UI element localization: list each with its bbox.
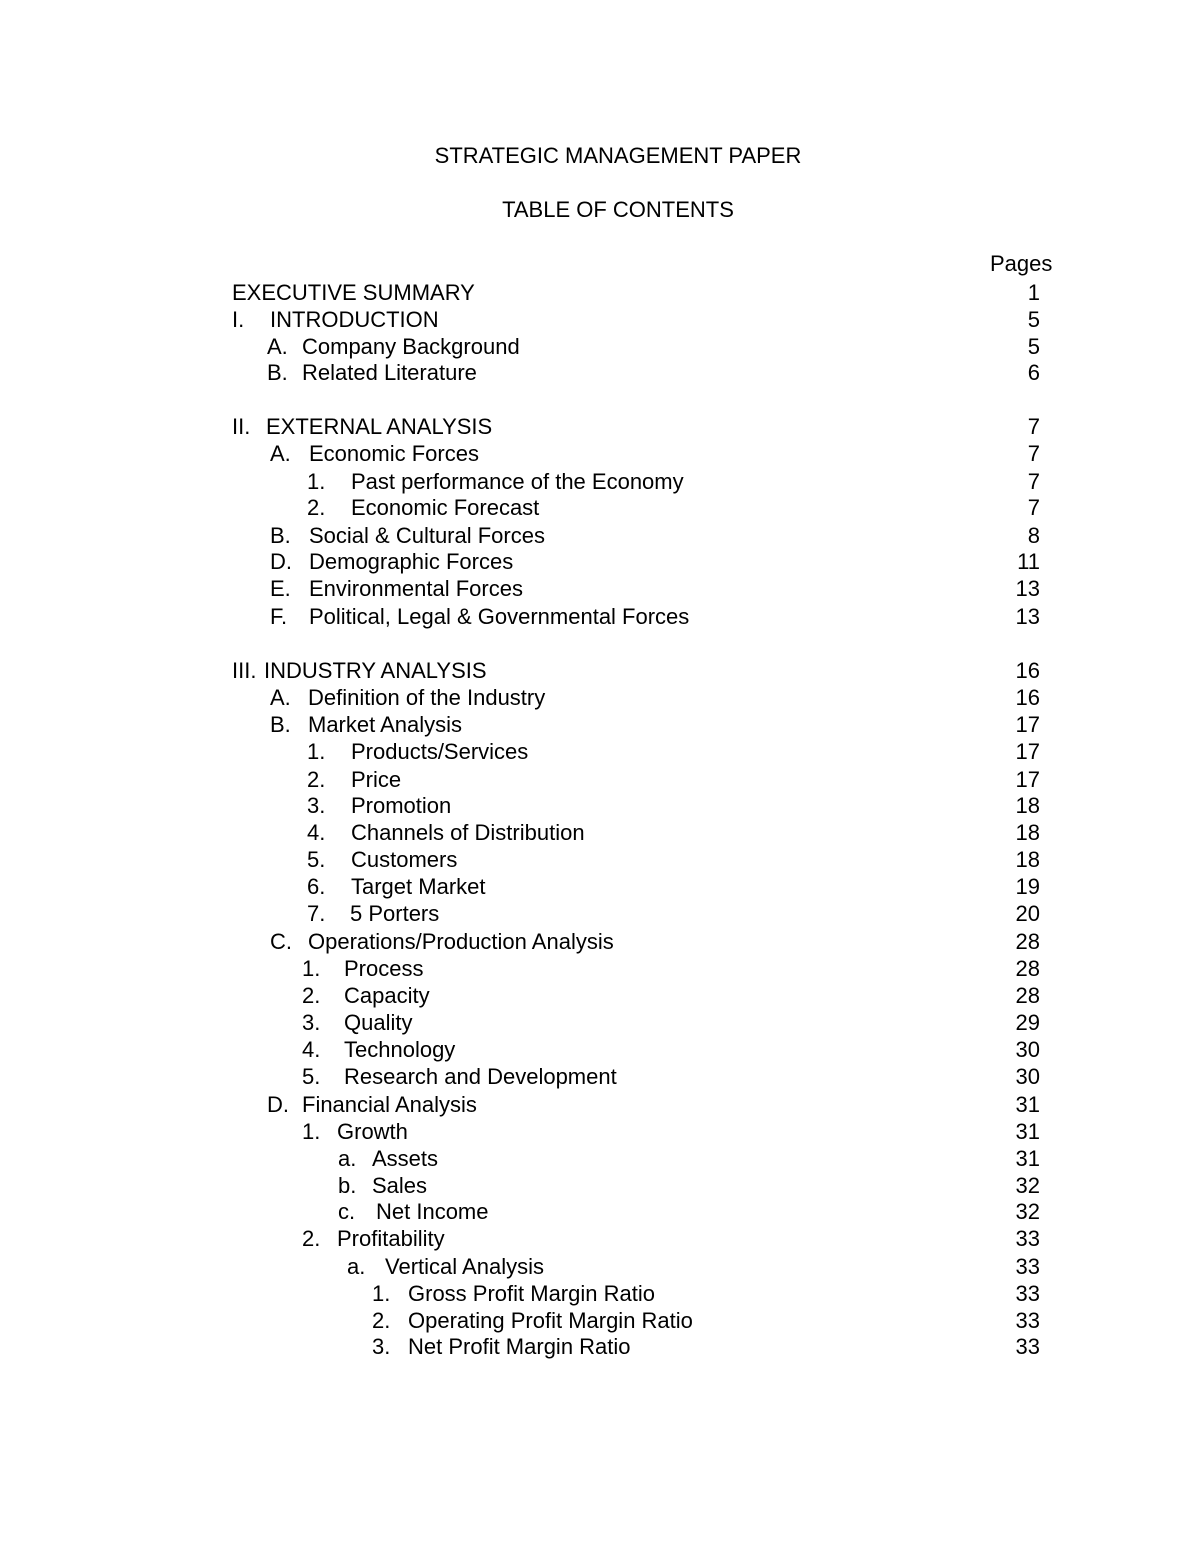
toc-entry-marker: c. <box>338 1199 356 1224</box>
toc-entry <box>0 982 1200 1009</box>
toc-entry-label: Net Profit Margin Ratio <box>408 1334 631 1359</box>
toc-entry-label: Growth <box>337 1119 408 1144</box>
toc-entry-page: 30 <box>1015 1037 1040 1062</box>
toc-entry-page: 20 <box>1015 901 1040 926</box>
toc-entry-label: Channels of Distribution <box>351 820 585 845</box>
toc-entry-marker: 1. <box>372 1281 391 1306</box>
toc-entry-marker: A. <box>267 334 288 359</box>
toc-entry-label: EXECUTIVE SUMMARY <box>232 280 475 305</box>
toc-entry <box>0 1145 1200 1172</box>
toc-entry <box>0 413 1200 440</box>
toc-entry-page: 16 <box>1015 658 1040 683</box>
toc-entry-page: 7 <box>1027 469 1040 494</box>
toc-entry-marker: b. <box>338 1173 357 1198</box>
toc-entry-label: INDUSTRY ANALYSIS <box>264 658 487 683</box>
toc-entry-page: 29 <box>1015 1010 1040 1035</box>
toc-entry <box>0 575 1200 602</box>
toc-entry-marker: III. <box>232 658 257 683</box>
toc-entry-label: EXTERNAL ANALYSIS <box>266 414 493 439</box>
toc-entry-marker: 3. <box>302 1010 321 1035</box>
toc-entry-label: Operations/Production Analysis <box>308 929 614 954</box>
toc-entry-page: 33 <box>1015 1281 1040 1306</box>
toc-entry-label: Assets <box>372 1146 439 1171</box>
toc-entry-label: Sales <box>372 1173 428 1198</box>
toc-entry-marker: 7. <box>307 901 326 926</box>
toc-entry-marker: 2. <box>372 1308 391 1333</box>
toc-entry-marker: a. <box>338 1146 357 1171</box>
toc-entry-page: 16 <box>1015 685 1040 710</box>
toc-entry <box>0 440 1200 467</box>
toc-entry-label: Financial Analysis <box>302 1092 477 1117</box>
toc-entry-marker: C. <box>270 929 292 954</box>
toc-entry-marker: II. <box>232 414 251 439</box>
toc-entry <box>0 955 1200 982</box>
toc-entry <box>0 657 1200 684</box>
toc-entry-label: Customers <box>351 847 458 872</box>
toc-entry-page: 13 <box>1015 576 1040 601</box>
toc-entry <box>0 738 1200 765</box>
toc-entry-page: 18 <box>1015 793 1040 818</box>
toc-entry-marker: B. <box>270 712 291 737</box>
toc-entry-page: 31 <box>1015 1119 1040 1144</box>
toc-entry-label: Environmental Forces <box>309 576 523 601</box>
toc-entry-page: 33 <box>1015 1226 1040 1251</box>
toc-entry-label: Demographic Forces <box>309 549 514 574</box>
toc-entry <box>0 1198 1200 1225</box>
toc-entry-marker: 6. <box>307 874 326 899</box>
toc-entry-page: 17 <box>1015 767 1040 792</box>
toc-entry-label: Quality <box>344 1010 413 1035</box>
toc-entry <box>0 684 1200 711</box>
toc-entry-marker: 1. <box>302 1119 321 1144</box>
toc-entry-label: Promotion <box>351 793 452 818</box>
toc-entry-page: 31 <box>1015 1092 1040 1117</box>
toc-entry-label: Company Background <box>302 334 520 359</box>
toc-entry-page: 30 <box>1015 1064 1040 1089</box>
toc-entry-marker: D. <box>270 549 292 574</box>
toc-entry-page: 28 <box>1015 983 1040 1008</box>
toc-entry-marker: 1. <box>307 469 326 494</box>
toc-entry-label: Target Market <box>351 874 486 899</box>
toc-entry-label: Economic Forces <box>309 441 479 466</box>
toc-entry-marker: A. <box>270 441 291 466</box>
toc-entry-page: 7 <box>1027 441 1040 466</box>
toc-entry-marker: 3. <box>307 793 326 818</box>
toc-entry <box>0 468 1200 495</box>
toc-entry-marker: 1. <box>302 956 321 981</box>
toc-entry <box>0 603 1200 630</box>
toc-entry-label: Profitability <box>337 1226 445 1251</box>
toc-entry-marker: B. <box>270 523 291 548</box>
toc-entry-page: 5 <box>1027 334 1040 359</box>
toc-entry <box>0 1253 1200 1280</box>
toc-entry-label: Vertical Analysis <box>385 1254 544 1279</box>
toc-entry-marker: 2. <box>307 495 326 520</box>
toc-entry <box>0 711 1200 738</box>
toc-entry-marker: 2. <box>307 767 326 792</box>
toc-entry-label: Capacity <box>344 983 430 1008</box>
toc-entry <box>0 873 1200 900</box>
toc-title: TABLE OF CONTENTS <box>502 197 734 222</box>
toc-entry-marker: 5. <box>307 847 326 872</box>
toc-entry-label: Process <box>344 956 424 981</box>
toc-entry <box>0 522 1200 549</box>
toc-entry-page: 28 <box>1015 956 1040 981</box>
toc-entry-label: Social & Cultural Forces <box>309 523 545 548</box>
toc-entry <box>0 1036 1200 1063</box>
toc-entry <box>0 359 1200 386</box>
toc-entry-page: 17 <box>1015 739 1040 764</box>
toc-entry-page: 17 <box>1015 712 1040 737</box>
toc-entry <box>0 1091 1200 1118</box>
toc-entry <box>0 900 1200 927</box>
document-title: STRATEGIC MANAGEMENT PAPER <box>434 143 802 168</box>
toc-entry <box>0 1280 1200 1307</box>
toc-entry-label: INTRODUCTION <box>270 307 439 332</box>
toc-entry-label: Economic Forecast <box>351 495 540 520</box>
toc-entry-marker: I. <box>232 307 245 332</box>
toc-entry-label: Political, Legal & Governmental Forces <box>309 604 690 629</box>
toc-entry <box>0 1172 1200 1199</box>
toc-entry-marker: A. <box>270 685 291 710</box>
toc-entry <box>0 1307 1200 1334</box>
toc-entry-page: 33 <box>1015 1254 1040 1279</box>
toc-entry-page: 5 <box>1027 307 1040 332</box>
toc-entry-label: Related Literature <box>302 360 477 385</box>
toc-entry-page: 7 <box>1027 414 1040 439</box>
toc-entry-page: 28 <box>1015 929 1040 954</box>
toc-entry <box>0 279 1200 306</box>
toc-entry <box>0 548 1200 575</box>
toc-entry <box>0 792 1200 819</box>
toc-entry-label: 5 Porters <box>350 901 440 926</box>
toc-entry-page: 33 <box>1015 1308 1040 1333</box>
toc-entry-label: Market Analysis <box>308 712 463 737</box>
toc-entry-page: 18 <box>1015 847 1040 872</box>
toc-entry-marker: 5. <box>302 1064 321 1089</box>
toc-entry-marker: 2. <box>302 1226 321 1251</box>
pages-column-header: Pages <box>990 251 1053 276</box>
toc-entry-page: 18 <box>1015 820 1040 845</box>
toc-entry-page: 32 <box>1015 1199 1040 1224</box>
toc-entry-page: 32 <box>1015 1173 1040 1198</box>
toc-entry-page: 1 <box>1027 280 1040 305</box>
toc-entry <box>0 494 1200 521</box>
toc-entry-page: 13 <box>1015 604 1040 629</box>
toc-entry-page: 31 <box>1015 1146 1040 1171</box>
toc-entry <box>0 846 1200 873</box>
toc-entry <box>0 928 1200 955</box>
toc-entry <box>0 819 1200 846</box>
toc-entry-label: Research and Development <box>344 1064 617 1089</box>
toc-entry-label: Price <box>351 767 402 792</box>
toc-entry-label: Operating Profit Margin Ratio <box>408 1308 693 1333</box>
toc-entry <box>0 1333 1200 1360</box>
toc-entry <box>0 306 1200 333</box>
toc-entry-label: Definition of the Industry <box>308 685 546 710</box>
toc-entry <box>0 1063 1200 1090</box>
toc-entry-marker: E. <box>270 576 291 601</box>
toc-entry <box>0 1118 1200 1145</box>
toc-entry-marker: 2. <box>302 983 321 1008</box>
toc-entry-page: 7 <box>1027 495 1040 520</box>
toc-entry-marker: 4. <box>302 1037 321 1062</box>
toc-entry-marker: a. <box>347 1254 366 1279</box>
toc-entry-page: 33 <box>1015 1334 1040 1359</box>
toc-entry-label: Net Income <box>376 1199 489 1224</box>
toc-entry <box>0 333 1200 360</box>
toc-entry-label: Gross Profit Margin Ratio <box>408 1281 655 1306</box>
toc-entry <box>0 766 1200 793</box>
toc-entry-label: Technology <box>344 1037 456 1062</box>
toc-entry-marker: 3. <box>372 1334 391 1359</box>
toc-entry-page: 8 <box>1027 523 1040 548</box>
toc-entry-page: 11 <box>1017 549 1040 574</box>
toc-entry <box>0 1225 1200 1252</box>
toc-entry-page: 6 <box>1027 360 1040 385</box>
toc-entry-label: Products/Services <box>351 739 529 764</box>
toc-entry-marker: 4. <box>307 820 326 845</box>
toc-entry-marker: F. <box>270 604 288 629</box>
toc-entry-marker: B. <box>267 360 288 385</box>
toc-entry-marker: 1. <box>307 739 326 764</box>
toc-entry-label: Past performance of the Economy <box>351 469 684 494</box>
toc-entry-marker: D. <box>267 1092 289 1117</box>
toc-entry-page: 19 <box>1015 874 1040 899</box>
toc-entry <box>0 1009 1200 1036</box>
